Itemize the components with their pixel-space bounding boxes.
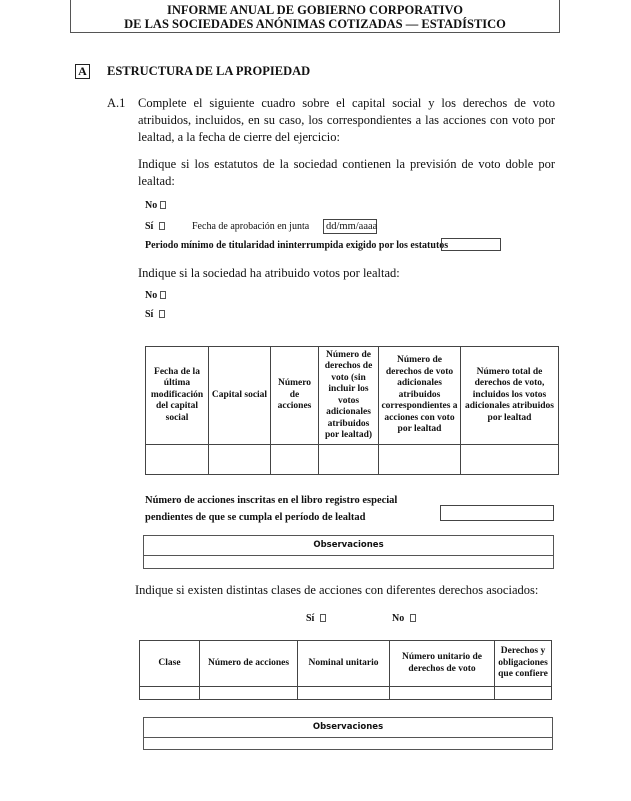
statutes-no-option[interactable] bbox=[145, 200, 166, 212]
observations-field-2[interactable] bbox=[144, 738, 552, 750]
header-title-line2: DE LAS SOCIEDADES ANÓNIMAS COTIZADAS — ESTADÍSTICO bbox=[124, 17, 506, 31]
classes-question: Indique si existen distintas clases de acciones con diferentes derechos asociados: bbox=[135, 583, 539, 597]
capital-table-header: Fecha de la última modificación del capital social bbox=[146, 347, 209, 445]
classes-no-label: No bbox=[392, 613, 405, 624]
pending-shares-label-line1: Número de acciones inscritas en el libro registro especial bbox=[145, 495, 398, 506]
capital-table-header: Número de derechos de voto (sin incluir los votos adicionales atribuidos por lealtad) bbox=[319, 347, 379, 445]
capital-table-cell[interactable] bbox=[379, 445, 461, 475]
statutes-no-checkbox[interactable] bbox=[160, 201, 166, 209]
pending-shares-label-line2: pendientes de que se cumpla el período de lealtad bbox=[145, 512, 366, 523]
statutes-si-option[interactable] bbox=[145, 221, 165, 233]
attributed-si-checkbox[interactable] bbox=[159, 310, 165, 318]
classes-table-cell[interactable] bbox=[200, 687, 298, 700]
capital-table-cell[interactable] bbox=[319, 445, 379, 475]
minimum-period-field[interactable] bbox=[441, 238, 501, 251]
capital-table-header: Número total de derechos de voto, incluidos los votos adicionales atribuidos por lealtad bbox=[461, 347, 559, 445]
classes-table-cell[interactable] bbox=[298, 687, 390, 700]
classes-table-cell[interactable] bbox=[140, 687, 200, 700]
capital-table-header: Número de acciones bbox=[271, 347, 319, 445]
classes-si-option[interactable] bbox=[306, 613, 326, 625]
attributed-no-checkbox[interactable] bbox=[160, 291, 166, 299]
classes-table-header: Número de acciones bbox=[200, 641, 298, 687]
table-row bbox=[140, 687, 552, 700]
attributed-question: Indique si la sociedad ha atribuido votos por lealtad: bbox=[138, 266, 400, 280]
approval-date-label: Fecha de aprobación en junta bbox=[192, 221, 310, 232]
pending-shares-field[interactable] bbox=[440, 505, 554, 521]
classes-no-checkbox[interactable] bbox=[410, 614, 416, 622]
classes-si-checkbox[interactable] bbox=[320, 614, 326, 622]
attributed-no-label: No bbox=[145, 290, 158, 301]
minimum-period-label: Periodo mínimo de titularidad ininterrumpida exigido por los estatutos bbox=[145, 240, 449, 251]
statutes-si-label: Sí bbox=[145, 221, 154, 232]
capital-table-header: Capital social bbox=[209, 347, 271, 445]
observations-title-1: Observaciones bbox=[144, 536, 553, 556]
classes-table-header: Clase bbox=[140, 641, 200, 687]
header-title-line1: INFORME ANUAL DE GOBIERNO CORPORATIVO bbox=[166, 3, 464, 17]
section-letter-box: A bbox=[75, 64, 90, 79]
capital-table-cell[interactable] bbox=[271, 445, 319, 475]
attributed-si-option[interactable] bbox=[145, 309, 165, 321]
statutes-si-checkbox[interactable] bbox=[159, 222, 165, 230]
table-row bbox=[146, 445, 559, 475]
classes-table-header: Número unitario de derechos de voto bbox=[390, 641, 495, 687]
a1-number: A.1 bbox=[107, 96, 126, 110]
classes-table-header: Derechos y obligaciones que confiere bbox=[495, 641, 552, 687]
classes-table-cell[interactable] bbox=[495, 687, 552, 700]
capital-table-header: Número de derechos de voto adicionales atribuidos correspondientes a acciones con voto por lealtad bbox=[379, 347, 461, 445]
document-header bbox=[70, 0, 560, 33]
statutes-no-label: No bbox=[145, 200, 158, 211]
classes-table bbox=[139, 640, 552, 700]
capital-table-cell[interactable] bbox=[146, 445, 209, 475]
observations-field-1[interactable] bbox=[144, 556, 553, 568]
attributed-si-label: Sí bbox=[145, 309, 154, 320]
capital-table-header-row bbox=[146, 347, 559, 445]
observations-box-2 bbox=[143, 717, 553, 750]
classes-si-label: Sí bbox=[306, 613, 315, 624]
classes-no-option[interactable] bbox=[392, 613, 416, 625]
pending-shares-label bbox=[145, 492, 397, 526]
observations-title-2: Observaciones bbox=[144, 718, 552, 738]
statutes-question: Indique si los estatutos de la sociedad contienen la previsión de voto doble por lealtad: bbox=[138, 157, 555, 188]
classes-table-cell[interactable] bbox=[390, 687, 495, 700]
approval-date-field[interactable]: dd/mm/aaaa bbox=[323, 219, 377, 234]
capital-table-cell[interactable] bbox=[209, 445, 271, 475]
observations-box-1 bbox=[143, 535, 554, 569]
capital-table bbox=[145, 346, 559, 475]
a1-text: Complete el siguiente cuadro sobre el capital social y los derechos de voto atribuidos, incluidos, en su caso, los correspondientes a las acciones con voto por lealtad, a la fecha de cierre del ejercicio: bbox=[138, 96, 555, 144]
section-title: ESTRUCTURA DE LA PROPIEDAD bbox=[107, 64, 311, 78]
attributed-no-option[interactable] bbox=[145, 290, 166, 302]
classes-table-header: Nominal unitario bbox=[298, 641, 390, 687]
classes-table-header-row bbox=[140, 641, 552, 687]
capital-table-cell[interactable] bbox=[461, 445, 559, 475]
